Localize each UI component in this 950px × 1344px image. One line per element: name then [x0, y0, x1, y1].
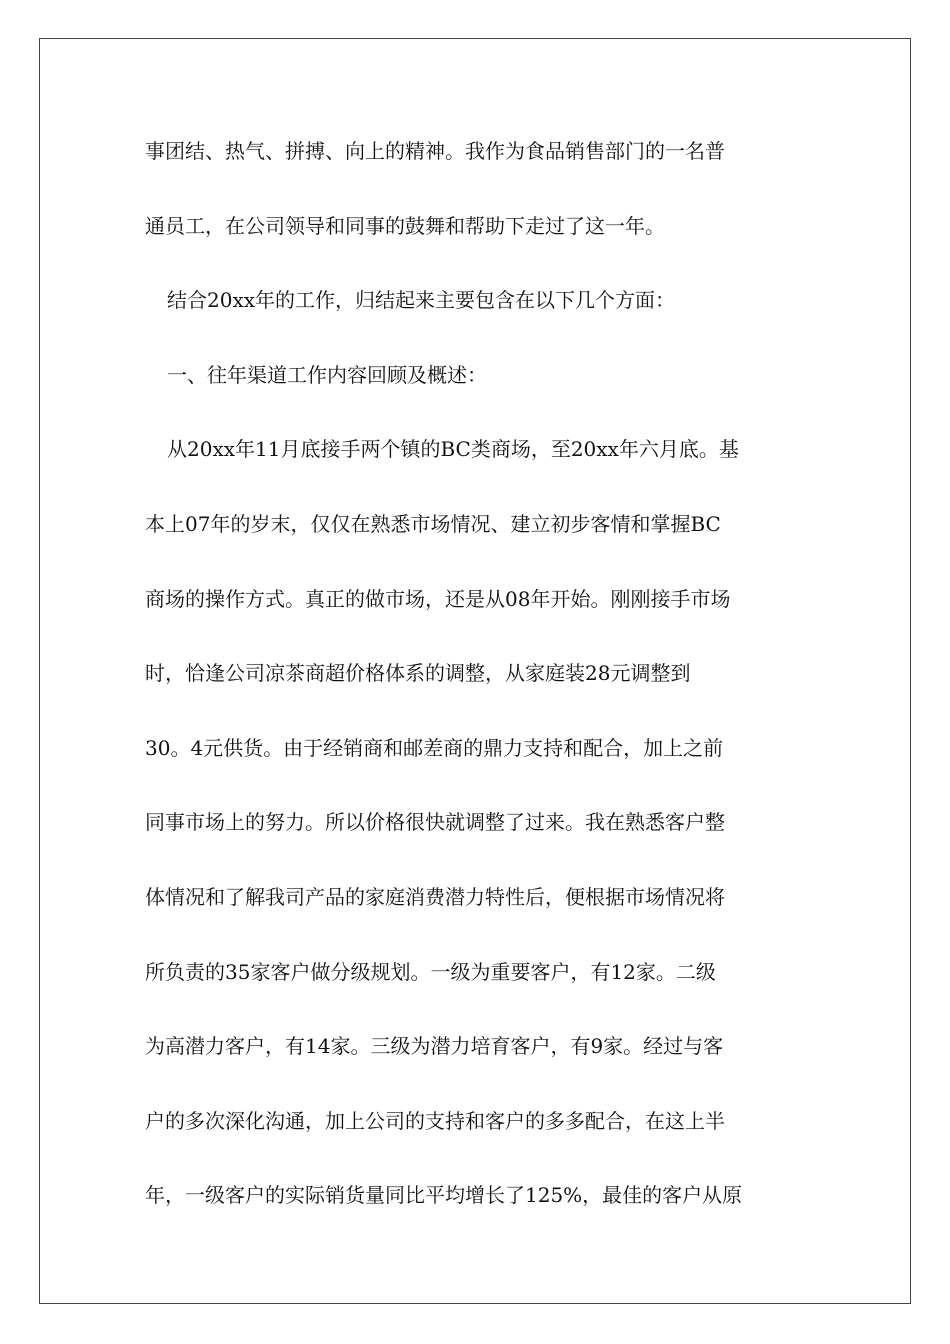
- document-body: [145, 130, 820, 1249]
- text-line: 同事市场上的努力。所以价格很快就调整了过来。我在熟悉客户整: [145, 810, 725, 835]
- section-heading: 一、往年渠道工作内容回顾及概述：: [167, 362, 487, 387]
- text-line: 本上07年的岁末，仅仅在熟悉市场情况、建立初步客情和掌握BC: [145, 511, 721, 536]
- text-line: 户的多次深化沟通，加上公司的支持和客户的多多配合，在这上半: [145, 1108, 725, 1133]
- text-line: 结合20xx年的工作，归结起来主要包含在以下几个方面：: [167, 288, 676, 313]
- text-line: 30。4元供货。由于经销商和邮差商的鼎力支持和配合，加上之前: [145, 735, 724, 760]
- text-line: 为高潜力客户，有14家。三级为潜力培育客户，有9家。经过与客: [145, 1034, 724, 1059]
- text-line: 商场的操作方式。真正的做市场，还是从08年开始。刚刚接手市场: [145, 586, 731, 611]
- text-line: 通员工，在公司领导和同事的鼓舞和帮助下走过了这一年。: [145, 213, 665, 238]
- text-line: 体情况和了解我司产品的家庭消费潜力特性后，便根据市场情况将: [145, 884, 725, 909]
- text-line: 时，恰逢公司凉茶商超价格体系的调整，从家庭装28元调整到: [145, 661, 691, 686]
- text-line: 所负责的35家客户做分级规划。一级为重要客户，有12家。二级: [145, 959, 716, 984]
- text-line: 从20xx年11月底接手两个镇的BC类商场，至20xx年六月底。基: [167, 437, 739, 462]
- text-line: 年，一级客户的实际销货量同比平均增长了125%，最佳的客户从原: [145, 1183, 743, 1208]
- text-line: 事团结、热气、拼搏、向上的精神。我作为食品销售部门的一名普: [145, 139, 725, 163]
